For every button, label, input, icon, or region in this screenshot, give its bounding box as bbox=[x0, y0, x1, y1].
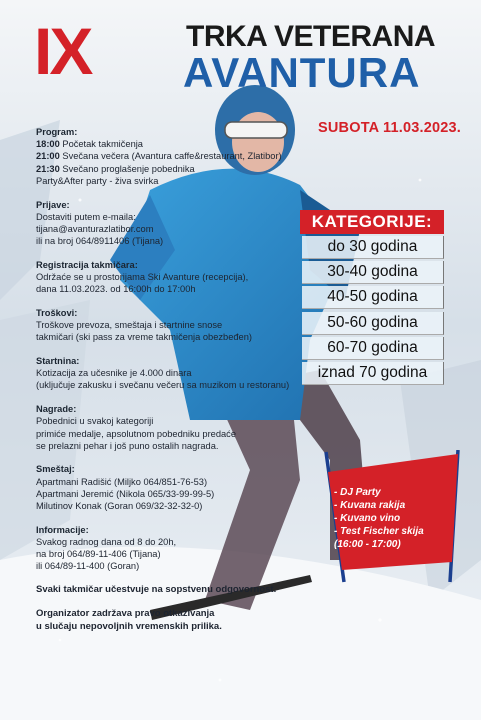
category-item: 30-40 godina bbox=[302, 261, 444, 284]
troskovi-line: Troškove prevoza, smeštaja i startnine snose bbox=[36, 320, 223, 331]
contact-email[interactable]: tijana@avanturazlatibor.com bbox=[36, 223, 154, 234]
startnina-title: Startnina: bbox=[36, 356, 80, 367]
extras-item: - Test Fischer skija bbox=[334, 526, 424, 537]
event-edition-numeral: IX bbox=[34, 14, 91, 88]
event-info-column bbox=[36, 126, 346, 633]
event-date: SUBOTA 11.03.2023. bbox=[318, 120, 462, 136]
smestaj-title: Smeštaj: bbox=[36, 464, 75, 475]
registracija-line: Održaće se u prostorijama Ski Avanture (recepcija), bbox=[36, 272, 249, 283]
prijave-line: ili na broj 064/8911406 (Tijana) bbox=[36, 236, 164, 247]
category-item: 60-70 godina bbox=[302, 337, 444, 360]
program-item: 18:00 Početak takmičenja bbox=[36, 139, 143, 150]
extras-item: - Kuvano vino bbox=[334, 513, 401, 524]
program-section bbox=[36, 126, 346, 187]
smestaj-line: Apartmani Radišić (Miljko 064/851-76-53) bbox=[36, 476, 208, 487]
startnina-section bbox=[36, 355, 346, 392]
informacije-title: Informacije: bbox=[36, 524, 89, 535]
informacije-line: na broj 064/89-11-406 (Tijana) bbox=[36, 549, 161, 560]
program-item: 21:00 Svečana večera (Avantura caffe&restaurant, Zlatibor) bbox=[36, 151, 282, 162]
extras-item: - DJ Party bbox=[334, 487, 381, 498]
nagrade-line: se prelazni pehar i još puno ostalih nagrada. bbox=[36, 440, 219, 451]
registracija-title: Registracija takmičara: bbox=[36, 259, 138, 270]
troskovi-line: takmičari (ski pass za vreme takmičenja obezbeđen) bbox=[36, 332, 252, 343]
smestaj-section bbox=[36, 463, 346, 512]
troskovi-title: Troškovi: bbox=[36, 307, 78, 318]
extras-item: - Kuvana rakija bbox=[334, 500, 406, 511]
smestaj-line: Milutinov Konak (Goran 069/32-32-32-0) bbox=[36, 501, 203, 512]
program-item: 21:30 Svečano proglašenje pobednika bbox=[36, 163, 195, 174]
prijave-line: Dostaviti putem e-maila: bbox=[36, 211, 136, 222]
startnina-line: Kotizacija za učesnike je 4.000 dinara bbox=[36, 368, 192, 379]
responsibility-note: Svaki takmičar učestvuje na sopstvenu odgovornost. bbox=[36, 584, 277, 596]
smestaj-line: Apartmani Jeremić (Nikola 065/33-99-99-5) bbox=[36, 488, 215, 499]
organizer-note-line: Organizator zadržava pravo otkazivanja bbox=[36, 608, 215, 620]
registracija-line: dana 11.03.2023. od 16:00h do 17:00h bbox=[36, 284, 196, 295]
category-item: 40-50 godina bbox=[302, 286, 444, 309]
category-item: iznad 70 godina bbox=[302, 362, 444, 385]
nagrade-title: Nagrade: bbox=[36, 404, 77, 415]
startnina-line: (uključuje zakusku i svečanu večeru sa muzikom u restoranu) bbox=[36, 380, 290, 391]
organizer-note bbox=[36, 608, 346, 633]
categories-list bbox=[302, 236, 444, 387]
category-item: do 30 godina bbox=[302, 236, 444, 259]
troskovi-section bbox=[36, 307, 346, 344]
nagrade-section bbox=[36, 403, 346, 452]
registracija-section bbox=[36, 259, 346, 296]
poster-title: TRKA VETERANA bbox=[186, 20, 436, 53]
organizer-note-line: u slučaju nepovoljnih vremenskih prilika. bbox=[36, 620, 222, 632]
nagrade-line: primiće medalje, apsolutnom pobedniku predaće bbox=[36, 428, 237, 439]
program-item: Party&After party - živa svirka bbox=[36, 175, 159, 186]
informacije-line: Svakog radnog dana od 8 do 20h, bbox=[36, 536, 177, 547]
program-title: Program: bbox=[36, 127, 78, 137]
nagrade-line: Pobednici u svakoj kategoriji bbox=[36, 416, 154, 427]
extras-list bbox=[334, 486, 424, 551]
extras-item: (16:00 - 17:00) bbox=[334, 539, 401, 550]
category-item: 50-60 godina bbox=[302, 312, 444, 335]
prijave-title: Prijave: bbox=[36, 199, 70, 210]
categories-title: KATEGORIJE: bbox=[300, 210, 444, 234]
informacije-section bbox=[36, 524, 346, 573]
informacije-line: ili 064/89-11-400 (Goran) bbox=[36, 561, 140, 572]
poster-brand-title: AVANTURA bbox=[183, 49, 421, 96]
